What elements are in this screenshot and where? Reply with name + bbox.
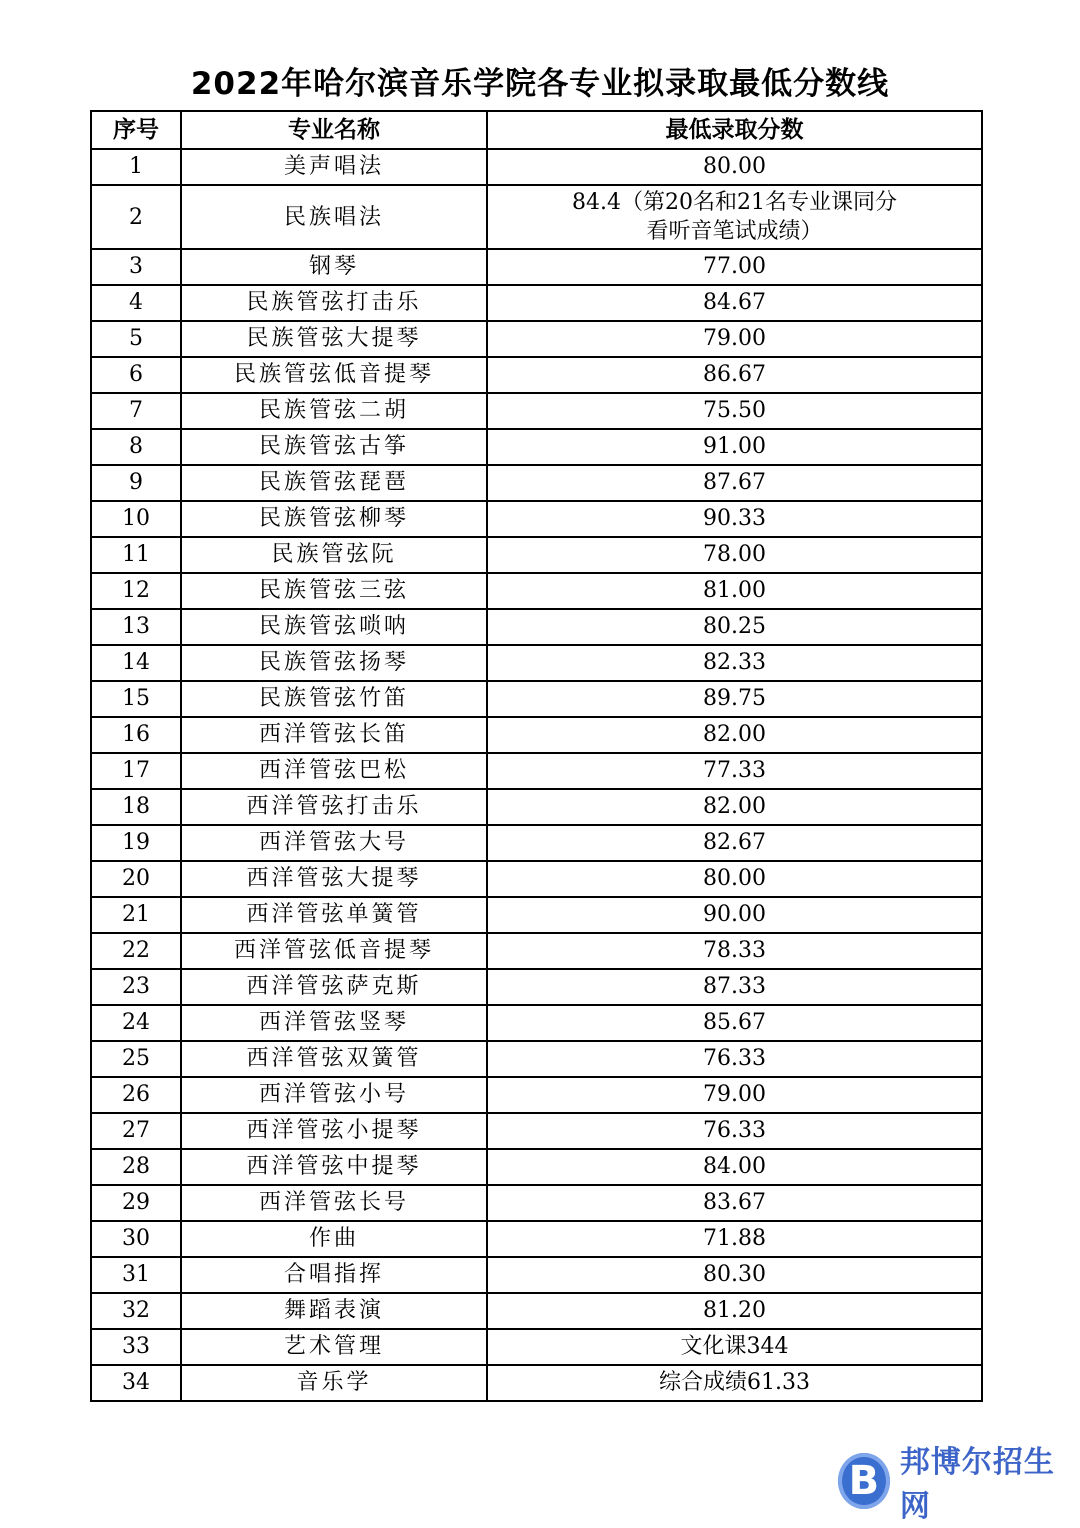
row-score: 82.67 bbox=[487, 825, 982, 861]
row-major-name: 民族管弦大提琴 bbox=[181, 321, 487, 357]
row-score: 83.67 bbox=[487, 1185, 982, 1221]
row-index: 6 bbox=[91, 357, 181, 393]
table-row bbox=[91, 573, 982, 609]
row-major-name: 民族管弦古筝 bbox=[181, 429, 487, 465]
table-row bbox=[91, 1005, 982, 1041]
row-major-name: 合唱指挥 bbox=[181, 1257, 487, 1293]
table-row bbox=[91, 1365, 982, 1401]
row-major-name: 西洋管弦巴松 bbox=[181, 753, 487, 789]
row-index: 10 bbox=[91, 501, 181, 537]
site-watermark-text: 邦博尔招生网 bbox=[899, 1445, 1055, 1524]
table-row bbox=[91, 1329, 982, 1365]
row-index: 5 bbox=[91, 321, 181, 357]
table-row bbox=[91, 717, 982, 753]
row-score: 87.67 bbox=[487, 465, 982, 501]
table-row bbox=[91, 1113, 982, 1149]
page-title: 2022年哈尔滨音乐学院各专业拟录取最低分数线 bbox=[190, 66, 890, 102]
row-index: 2 bbox=[91, 185, 181, 249]
row-score: 90.33 bbox=[487, 501, 982, 537]
table-row bbox=[91, 501, 982, 537]
table-row bbox=[91, 285, 982, 321]
row-index: 13 bbox=[91, 609, 181, 645]
table-header-row bbox=[91, 111, 982, 149]
row-index: 15 bbox=[91, 681, 181, 717]
row-score: 82.00 bbox=[487, 717, 982, 753]
table-row bbox=[91, 1257, 982, 1293]
row-index: 16 bbox=[91, 717, 181, 753]
table-row bbox=[91, 753, 982, 789]
row-major-name: 西洋管弦双簧管 bbox=[181, 1041, 487, 1077]
row-score: 79.00 bbox=[487, 321, 982, 357]
table-row bbox=[91, 897, 982, 933]
row-index: 3 bbox=[91, 249, 181, 285]
row-score: 90.00 bbox=[487, 897, 982, 933]
row-major-name: 舞蹈表演 bbox=[181, 1293, 487, 1329]
table-row bbox=[91, 789, 982, 825]
site-watermark bbox=[832, 1444, 1072, 1524]
table-row bbox=[91, 465, 982, 501]
table-row bbox=[91, 357, 982, 393]
table-row bbox=[91, 681, 982, 717]
row-score bbox=[487, 185, 982, 249]
row-major-name: 艺术管理 bbox=[181, 1329, 487, 1365]
site-logo-icon: B bbox=[838, 1453, 890, 1509]
row-score: 79.00 bbox=[487, 1077, 982, 1113]
score-table bbox=[90, 110, 983, 1402]
row-major-name: 音乐学 bbox=[181, 1365, 487, 1401]
row-major-name: 西洋管弦打击乐 bbox=[181, 789, 487, 825]
table-row bbox=[91, 429, 982, 465]
row-score-line-2: 看听音笔试成绩） bbox=[646, 219, 823, 244]
table-row bbox=[91, 321, 982, 357]
row-index: 12 bbox=[91, 573, 181, 609]
row-score: 综合成绩61.33 bbox=[487, 1365, 982, 1401]
row-score: 84.00 bbox=[487, 1149, 982, 1185]
row-index: 21 bbox=[91, 897, 181, 933]
row-major-name: 西洋管弦单簧管 bbox=[181, 897, 487, 933]
row-index: 7 bbox=[91, 393, 181, 429]
row-index: 17 bbox=[91, 753, 181, 789]
table-row bbox=[91, 537, 982, 573]
row-major-name: 美声唱法 bbox=[181, 149, 487, 185]
row-score: 86.67 bbox=[487, 357, 982, 393]
row-index: 32 bbox=[91, 1293, 181, 1329]
row-score: 76.33 bbox=[487, 1113, 982, 1149]
table-row bbox=[91, 1041, 982, 1077]
row-score: 文化课344 bbox=[487, 1329, 982, 1365]
row-score: 91.00 bbox=[487, 429, 982, 465]
table-row bbox=[91, 1185, 982, 1221]
row-score: 80.25 bbox=[487, 609, 982, 645]
row-index: 33 bbox=[91, 1329, 181, 1365]
row-major-name: 民族管弦琵琶 bbox=[181, 465, 487, 501]
row-index: 8 bbox=[91, 429, 181, 465]
row-score: 85.67 bbox=[487, 1005, 982, 1041]
row-score: 76.33 bbox=[487, 1041, 982, 1077]
row-score: 80.00 bbox=[487, 149, 982, 185]
row-major-name: 西洋管弦长笛 bbox=[181, 717, 487, 753]
row-score: 81.20 bbox=[487, 1293, 982, 1329]
table-row bbox=[91, 149, 982, 185]
row-major-name: 民族管弦竹笛 bbox=[181, 681, 487, 717]
row-index: 34 bbox=[91, 1365, 181, 1401]
row-score: 71.88 bbox=[487, 1221, 982, 1257]
row-score: 77.00 bbox=[487, 249, 982, 285]
row-major-name: 西洋管弦低音提琴 bbox=[181, 933, 487, 969]
row-score: 81.00 bbox=[487, 573, 982, 609]
row-index: 4 bbox=[91, 285, 181, 321]
row-major-name: 西洋管弦大提琴 bbox=[181, 861, 487, 897]
row-score: 89.75 bbox=[487, 681, 982, 717]
row-index: 29 bbox=[91, 1185, 181, 1221]
row-score: 84.67 bbox=[487, 285, 982, 321]
row-score: 78.33 bbox=[487, 933, 982, 969]
table-row bbox=[91, 1293, 982, 1329]
table-row bbox=[91, 645, 982, 681]
row-major-name: 民族唱法 bbox=[181, 185, 487, 249]
table-row bbox=[91, 185, 982, 249]
header-major-name: 专业名称 bbox=[181, 111, 487, 149]
table-row bbox=[91, 249, 982, 285]
row-major-name: 西洋管弦长号 bbox=[181, 1185, 487, 1221]
table-row bbox=[91, 825, 982, 861]
row-major-name: 民族管弦柳琴 bbox=[181, 501, 487, 537]
header-index: 序号 bbox=[91, 111, 181, 149]
row-major-name: 钢琴 bbox=[181, 249, 487, 285]
row-major-name: 民族管弦二胡 bbox=[181, 393, 487, 429]
row-score: 78.00 bbox=[487, 537, 982, 573]
row-score: 80.00 bbox=[487, 861, 982, 897]
row-index: 31 bbox=[91, 1257, 181, 1293]
row-score: 82.33 bbox=[487, 645, 982, 681]
row-index: 25 bbox=[91, 1041, 181, 1077]
row-major-name: 民族管弦三弦 bbox=[181, 573, 487, 609]
row-major-name: 西洋管弦竖琴 bbox=[181, 1005, 487, 1041]
table-row bbox=[91, 393, 982, 429]
row-score: 87.33 bbox=[487, 969, 982, 1005]
row-score-line-1: 84.4（第20名和21名专业课同分 bbox=[572, 190, 897, 215]
row-major-name: 民族管弦打击乐 bbox=[181, 285, 487, 321]
row-score: 75.50 bbox=[487, 393, 982, 429]
row-score: 77.33 bbox=[487, 753, 982, 789]
row-major-name: 西洋管弦小号 bbox=[181, 1077, 487, 1113]
row-major-name: 民族管弦阮 bbox=[181, 537, 487, 573]
row-index: 30 bbox=[91, 1221, 181, 1257]
row-index: 27 bbox=[91, 1113, 181, 1149]
row-major-name: 西洋管弦大号 bbox=[181, 825, 487, 861]
row-index: 22 bbox=[91, 933, 181, 969]
row-index: 20 bbox=[91, 861, 181, 897]
table-row bbox=[91, 933, 982, 969]
row-index: 11 bbox=[91, 537, 181, 573]
row-index: 28 bbox=[91, 1149, 181, 1185]
row-index: 18 bbox=[91, 789, 181, 825]
row-major-name: 西洋管弦萨克斯 bbox=[181, 969, 487, 1005]
row-index: 24 bbox=[91, 1005, 181, 1041]
row-index: 23 bbox=[91, 969, 181, 1005]
table-row bbox=[91, 969, 982, 1005]
table-row bbox=[91, 609, 982, 645]
row-major-name: 民族管弦唢呐 bbox=[181, 609, 487, 645]
row-score: 82.00 bbox=[487, 789, 982, 825]
row-index: 1 bbox=[91, 149, 181, 185]
row-index: 19 bbox=[91, 825, 181, 861]
table-row bbox=[91, 861, 982, 897]
row-score: 80.30 bbox=[487, 1257, 982, 1293]
row-major-name: 民族管弦低音提琴 bbox=[181, 357, 487, 393]
row-index: 26 bbox=[91, 1077, 181, 1113]
row-index: 14 bbox=[91, 645, 181, 681]
row-major-name: 西洋管弦小提琴 bbox=[181, 1113, 487, 1149]
header-min-score: 最低录取分数 bbox=[487, 111, 982, 149]
row-major-name: 西洋管弦中提琴 bbox=[181, 1149, 487, 1185]
table-row bbox=[91, 1077, 982, 1113]
row-major-name: 民族管弦扬琴 bbox=[181, 645, 487, 681]
row-index: 9 bbox=[91, 465, 181, 501]
table-row bbox=[91, 1149, 982, 1185]
row-major-name: 作曲 bbox=[181, 1221, 487, 1257]
table-row bbox=[91, 1221, 982, 1257]
